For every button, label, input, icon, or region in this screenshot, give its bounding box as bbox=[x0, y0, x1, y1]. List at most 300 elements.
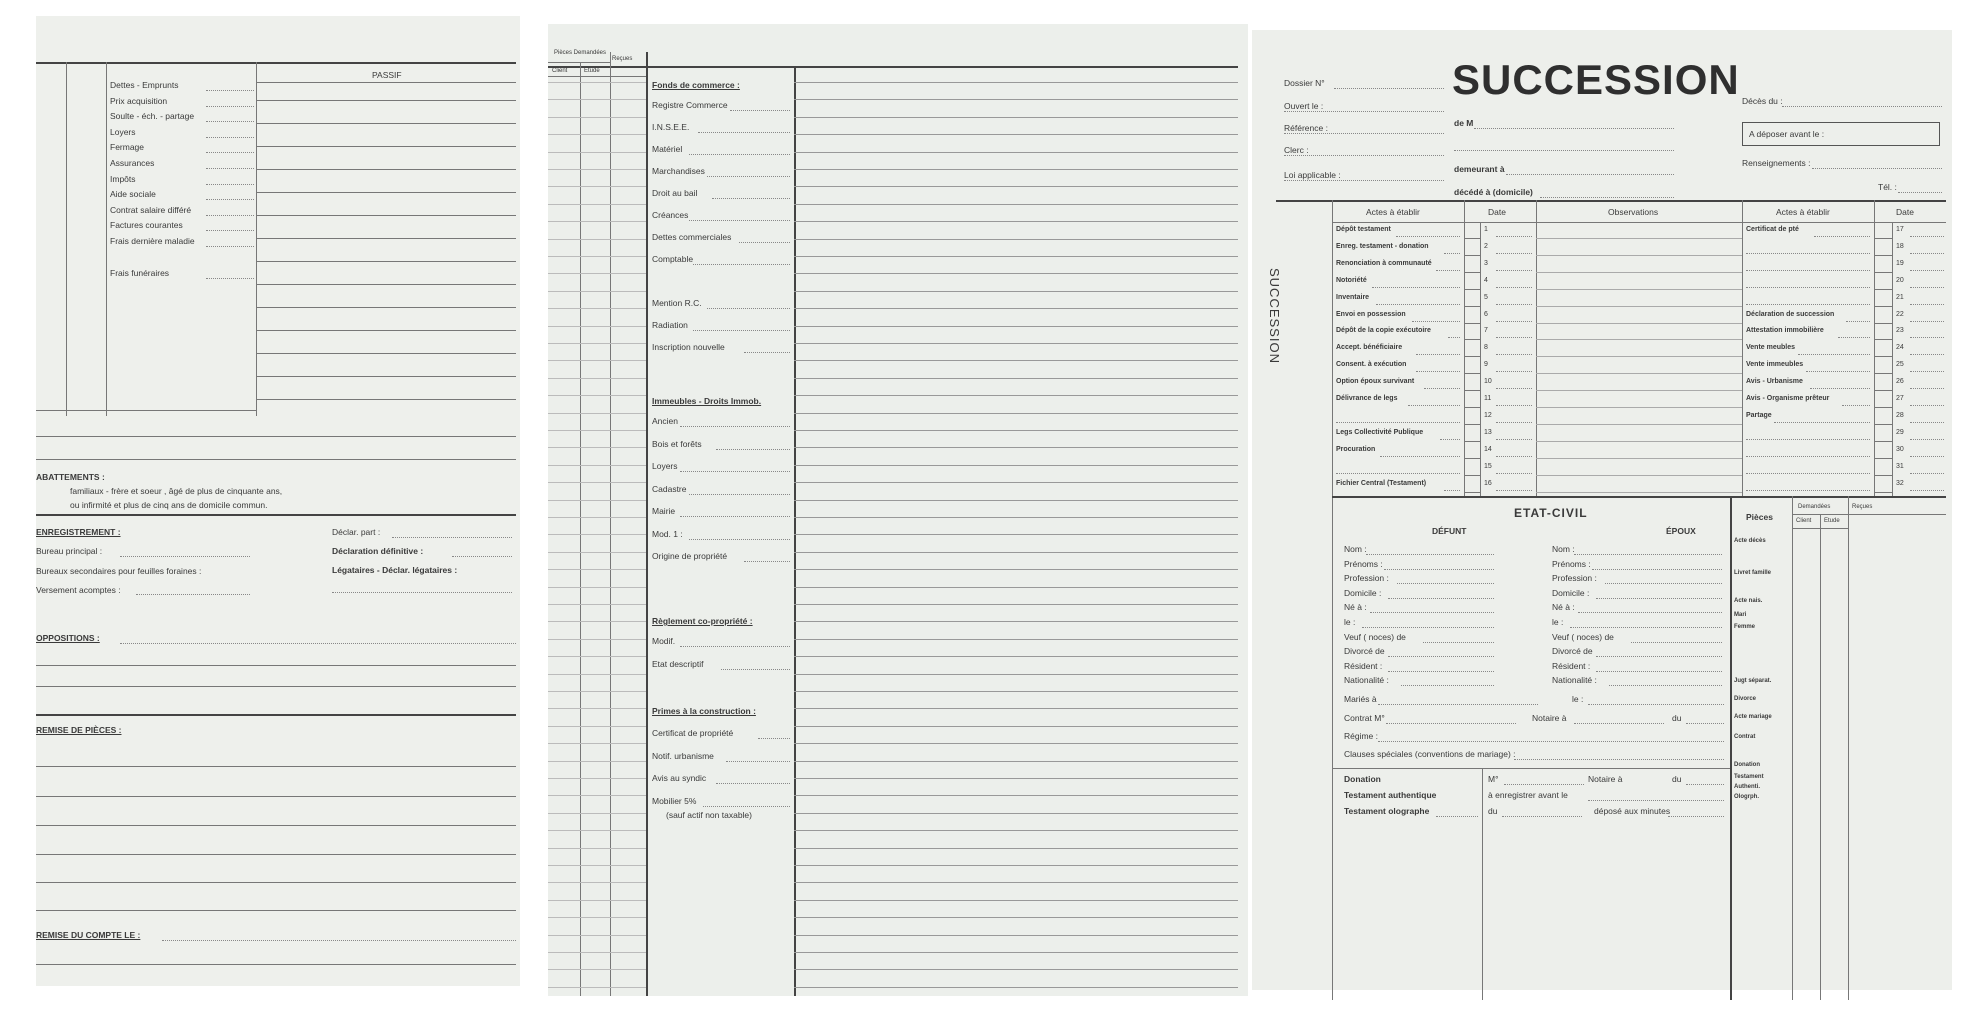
fill-line[interactable] bbox=[1502, 816, 1582, 817]
fill-line[interactable] bbox=[1596, 671, 1722, 672]
fill-line[interactable] bbox=[1574, 723, 1664, 724]
piece-row-rule bbox=[548, 726, 646, 727]
piece-row-rule bbox=[548, 882, 646, 883]
detail-row-rule bbox=[794, 952, 1238, 953]
check-rule bbox=[1874, 238, 1892, 239]
remise-compte-title: REMISE DU COMPTE LE : bbox=[36, 930, 141, 940]
fill-line[interactable] bbox=[1810, 388, 1870, 389]
obs-rule bbox=[1536, 407, 1742, 408]
fill-line[interactable] bbox=[1842, 405, 1870, 406]
fill-line[interactable] bbox=[1496, 473, 1532, 474]
fill-line[interactable] bbox=[716, 783, 790, 784]
obs-rule bbox=[1536, 289, 1742, 290]
fill-line[interactable] bbox=[1746, 439, 1870, 440]
pieces-demandees-header: Pièces Demandées bbox=[553, 50, 607, 56]
fill-line[interactable] bbox=[689, 539, 790, 540]
fill-line[interactable] bbox=[1910, 337, 1944, 338]
col-line bbox=[66, 62, 67, 416]
etude-header: Etude bbox=[1824, 518, 1840, 524]
passif-item-label: Contrat salaire différé bbox=[110, 204, 192, 215]
fill-line[interactable] bbox=[120, 556, 250, 557]
acte-right-number: 24 bbox=[1896, 344, 1904, 352]
fill-line[interactable] bbox=[1605, 583, 1722, 584]
middle-panel bbox=[548, 24, 1248, 996]
fill-line[interactable] bbox=[1496, 422, 1532, 423]
fill-line[interactable] bbox=[680, 646, 790, 647]
observations-header: Observations bbox=[1608, 207, 1659, 217]
fill-line[interactable] bbox=[1376, 304, 1460, 305]
acte-left-label: Envoi en possession bbox=[1336, 310, 1406, 318]
fill-line[interactable] bbox=[1388, 671, 1494, 672]
fill-line[interactable] bbox=[1746, 473, 1870, 474]
fill-line[interactable] bbox=[1496, 490, 1532, 491]
fill-line[interactable] bbox=[1686, 784, 1724, 785]
item-label: Droit au bail bbox=[652, 188, 698, 198]
rule bbox=[36, 825, 516, 826]
fill-line[interactable] bbox=[744, 561, 790, 562]
fill-line[interactable] bbox=[1631, 642, 1722, 643]
fill-line[interactable] bbox=[1746, 490, 1870, 491]
top-rule bbox=[548, 66, 1238, 68]
piece-row-rule bbox=[548, 117, 646, 118]
fill-line[interactable] bbox=[206, 90, 254, 91]
fill-line[interactable] bbox=[1397, 583, 1494, 584]
acte-right-label: Attestation immobilière bbox=[1746, 327, 1824, 335]
fill-line[interactable] bbox=[1910, 321, 1944, 322]
fill-line[interactable] bbox=[136, 594, 250, 595]
acte-left-label: Dépôt de la copie exécutoire bbox=[1336, 327, 1431, 335]
page-title: SUCCESSION bbox=[1452, 56, 1740, 103]
fill-line[interactable] bbox=[703, 806, 790, 807]
fill-line[interactable] bbox=[452, 556, 512, 557]
detail-row-rule bbox=[794, 987, 1238, 988]
check-rule bbox=[1464, 492, 1480, 493]
pieces-header: Pièces bbox=[1746, 512, 1773, 522]
fill-line[interactable] bbox=[1440, 439, 1460, 440]
item-label: Registre Commerce bbox=[652, 100, 728, 110]
fill-line[interactable] bbox=[206, 137, 254, 138]
defunt-field-label: le : bbox=[1344, 617, 1356, 627]
fill-line[interactable] bbox=[1910, 439, 1944, 440]
fill-line[interactable] bbox=[1380, 456, 1460, 457]
detail-row-rule bbox=[794, 378, 1238, 379]
check-rule bbox=[1464, 323, 1480, 324]
piece-row-rule bbox=[548, 378, 646, 379]
fill-line[interactable] bbox=[1362, 627, 1494, 628]
item-label: Dettes commerciales bbox=[652, 232, 732, 242]
fill-line[interactable] bbox=[1284, 155, 1444, 156]
fill-line[interactable] bbox=[206, 278, 254, 279]
abattements-line1: familiaux - frère et soeur , âgé de plus de cinquante ans, bbox=[70, 486, 283, 496]
fill-line[interactable] bbox=[1782, 106, 1942, 107]
maries-label: Mariés à bbox=[1344, 694, 1377, 704]
acte-left-label: Fichier Central (Testament) bbox=[1336, 479, 1427, 487]
fill-line[interactable] bbox=[1910, 456, 1944, 457]
fill-line[interactable] bbox=[332, 592, 512, 593]
acte-left-label: Délivrance de legs bbox=[1336, 395, 1398, 402]
fill-line[interactable] bbox=[1746, 456, 1870, 457]
fill-line[interactable] bbox=[680, 471, 790, 472]
fill-line[interactable] bbox=[1514, 759, 1724, 760]
detail-row-rule bbox=[794, 326, 1238, 327]
passif-row-rule bbox=[256, 261, 516, 262]
fill-line[interactable] bbox=[1336, 422, 1460, 423]
acte-left-label: Dépôt testament bbox=[1336, 226, 1391, 233]
fill-line[interactable] bbox=[739, 242, 790, 243]
fill-line[interactable] bbox=[1746, 304, 1870, 305]
acte-right-number: 27 bbox=[1896, 395, 1904, 402]
piece-row-rule bbox=[548, 708, 646, 709]
fill-line[interactable] bbox=[1436, 816, 1478, 817]
detail-row-rule bbox=[794, 761, 1238, 762]
item-label: Créances bbox=[652, 210, 689, 220]
fill-line[interactable] bbox=[716, 449, 790, 450]
fill-line[interactable] bbox=[726, 761, 790, 762]
section-title: Fonds de commerce : bbox=[652, 80, 740, 90]
fill-line[interactable] bbox=[1496, 321, 1532, 322]
fill-line[interactable] bbox=[698, 132, 790, 133]
fill-line[interactable] bbox=[680, 516, 790, 517]
fill-line[interactable] bbox=[1814, 236, 1870, 237]
fill-line[interactable] bbox=[1588, 800, 1724, 801]
fill-line[interactable] bbox=[206, 106, 254, 107]
acte-right-number: 29 bbox=[1896, 428, 1904, 436]
detail-row-rule bbox=[794, 569, 1238, 570]
passif-bottom bbox=[36, 410, 256, 411]
check-rule bbox=[1464, 356, 1480, 357]
fill-line[interactable] bbox=[1496, 304, 1532, 305]
fill-line[interactable] bbox=[1578, 612, 1722, 613]
fill-line[interactable] bbox=[1423, 642, 1494, 643]
fill-line[interactable] bbox=[1496, 337, 1532, 338]
fill-line[interactable] bbox=[1774, 422, 1870, 423]
col-line bbox=[1820, 514, 1821, 1000]
detail-row-rule bbox=[794, 778, 1238, 779]
fill-line[interactable] bbox=[1496, 439, 1532, 440]
epoux-field-label: Nom : bbox=[1552, 544, 1575, 554]
piece-item-label: Donation bbox=[1734, 762, 1760, 768]
epoux-field-label: Profession : bbox=[1552, 573, 1597, 584]
epoux-field-label: Nationalité : bbox=[1552, 675, 1597, 686]
fill-line[interactable] bbox=[1596, 598, 1722, 599]
detail-row-rule bbox=[794, 691, 1238, 692]
top-rule bbox=[36, 62, 516, 64]
fill-line[interactable] bbox=[1506, 174, 1674, 175]
item-label: Avis au syndic bbox=[652, 773, 707, 783]
fill-line[interactable] bbox=[1609, 685, 1722, 686]
detail-row-rule bbox=[794, 917, 1238, 918]
check-rule bbox=[1874, 356, 1892, 357]
fill-line[interactable] bbox=[1474, 128, 1674, 129]
loi-label: Loi applicable : bbox=[1284, 170, 1341, 180]
fill-line[interactable] bbox=[1372, 287, 1460, 288]
piece-row-rule bbox=[548, 134, 646, 135]
fill-line[interactable] bbox=[1806, 371, 1870, 372]
piece-row-rule bbox=[548, 952, 646, 953]
col-line bbox=[1742, 200, 1743, 496]
fill-line[interactable] bbox=[1910, 236, 1944, 237]
item-label: Ancien bbox=[652, 416, 678, 426]
piece-row-rule bbox=[548, 987, 646, 988]
fill-line[interactable] bbox=[1370, 612, 1494, 613]
fill-line[interactable] bbox=[1898, 192, 1942, 193]
detail-row-rule bbox=[794, 204, 1238, 205]
fill-line[interactable] bbox=[1284, 180, 1444, 181]
check-rule bbox=[1874, 390, 1892, 391]
fill-line[interactable] bbox=[1496, 287, 1532, 288]
fill-line[interactable] bbox=[693, 330, 790, 331]
fill-line[interactable] bbox=[1496, 371, 1532, 372]
acte-right-number: 20 bbox=[1896, 276, 1904, 284]
col-line bbox=[646, 52, 648, 996]
renseignements-label: Renseignements : bbox=[1742, 158, 1811, 168]
fill-line[interactable] bbox=[1388, 598, 1494, 599]
right-panel bbox=[1252, 30, 1952, 990]
fill-line[interactable] bbox=[1798, 354, 1870, 355]
actes-header-left: Actes à établir bbox=[1366, 207, 1420, 217]
fill-line[interactable] bbox=[1408, 405, 1460, 406]
fill-line[interactable] bbox=[1746, 287, 1870, 288]
detail-row-rule bbox=[794, 239, 1238, 240]
fill-line[interactable] bbox=[1910, 270, 1944, 271]
detail-row-rule bbox=[794, 308, 1238, 309]
fill-line[interactable] bbox=[1746, 270, 1870, 271]
fill-line[interactable] bbox=[689, 154, 790, 155]
fill-line[interactable] bbox=[1496, 388, 1532, 389]
fill-line[interactable] bbox=[1334, 88, 1444, 89]
item-label: Mention R.C. bbox=[652, 298, 702, 308]
fill-line[interactable] bbox=[392, 537, 512, 538]
decede-label: décédé à (domicile) bbox=[1454, 187, 1533, 197]
passif-row-rule bbox=[256, 238, 516, 239]
piece-row-rule bbox=[548, 430, 646, 431]
section-rule bbox=[1276, 200, 1946, 202]
fill-line[interactable] bbox=[1496, 253, 1532, 254]
item-label: Notif. urbanisme bbox=[652, 750, 714, 761]
check-rule bbox=[1874, 255, 1892, 256]
fill-line[interactable] bbox=[1910, 354, 1944, 355]
fill-line[interactable] bbox=[730, 110, 790, 111]
fill-line[interactable] bbox=[758, 738, 790, 739]
enregistrement-title: ENREGISTREMENT : bbox=[36, 527, 121, 537]
piece-item-label: Divorce bbox=[1734, 696, 1757, 702]
fill-line[interactable] bbox=[206, 168, 254, 169]
fill-line[interactable] bbox=[1496, 236, 1532, 237]
section-rule bbox=[1332, 496, 1946, 498]
defunt-field-label: Veuf ( noces) de bbox=[1344, 631, 1406, 642]
fill-line[interactable] bbox=[689, 220, 790, 221]
fill-line[interactable] bbox=[1812, 168, 1942, 169]
fill-line[interactable] bbox=[1504, 784, 1584, 785]
passif-item-label: Dettes - Emprunts bbox=[110, 80, 179, 90]
reference-label: Référence : bbox=[1284, 123, 1328, 133]
detail-row-rule bbox=[794, 117, 1238, 118]
fill-line[interactable] bbox=[1424, 388, 1460, 389]
fill-line[interactable] bbox=[689, 494, 790, 495]
fill-line[interactable] bbox=[1444, 490, 1460, 491]
fill-line[interactable] bbox=[120, 643, 516, 644]
detail-row-rule bbox=[794, 935, 1238, 936]
fill-line[interactable] bbox=[1416, 354, 1460, 355]
fill-line[interactable] bbox=[1846, 321, 1870, 322]
fill-line[interactable] bbox=[1910, 422, 1944, 423]
fill-line[interactable] bbox=[1910, 253, 1944, 254]
testament-authentique-label: Testament authentique bbox=[1344, 790, 1437, 800]
piece-row-rule bbox=[548, 482, 646, 483]
fill-line[interactable] bbox=[1570, 627, 1722, 628]
fill-line[interactable] bbox=[1540, 197, 1674, 198]
fill-line[interactable] bbox=[1596, 656, 1722, 657]
item-label: Marchandises bbox=[652, 166, 705, 176]
fill-line[interactable] bbox=[1746, 253, 1870, 254]
passif-item-label: Fermage bbox=[110, 142, 145, 153]
defunt-field-label: Nom : bbox=[1344, 544, 1367, 554]
abattements-title: ABATTEMENTS : bbox=[36, 472, 105, 482]
fill-line[interactable] bbox=[1444, 253, 1460, 254]
fill-line[interactable] bbox=[1838, 337, 1870, 338]
passif-item-label: Assurances bbox=[110, 158, 155, 168]
fill-line[interactable] bbox=[721, 669, 790, 670]
acte-left-label: Procuration bbox=[1336, 445, 1376, 453]
fill-line[interactable] bbox=[1336, 473, 1460, 474]
acte-right-label: Avis - Urbanisme bbox=[1746, 378, 1803, 386]
fill-line[interactable] bbox=[1668, 816, 1724, 817]
fill-line[interactable] bbox=[206, 199, 254, 200]
defunt-field-label: Prénoms : bbox=[1344, 558, 1383, 569]
head-rule bbox=[548, 76, 646, 77]
col-line bbox=[1792, 496, 1793, 1000]
item-label: Origine de propriété bbox=[652, 551, 728, 561]
fill-line[interactable] bbox=[1686, 723, 1724, 724]
fill-line[interactable] bbox=[206, 215, 254, 216]
fill-line[interactable] bbox=[1496, 270, 1532, 271]
fill-line[interactable] bbox=[1496, 405, 1532, 406]
fill-line[interactable] bbox=[1910, 405, 1944, 406]
fill-line[interactable] bbox=[206, 230, 254, 231]
fill-line[interactable] bbox=[744, 352, 790, 353]
clauses-label: Clauses spéciales (conventions de mariage) : bbox=[1344, 749, 1516, 759]
obs-rule bbox=[1536, 458, 1742, 459]
fill-line[interactable] bbox=[1910, 388, 1944, 389]
fill-line[interactable] bbox=[1910, 304, 1944, 305]
piece-row-rule bbox=[548, 291, 646, 292]
piece-row-rule bbox=[548, 587, 646, 588]
fill-line[interactable] bbox=[1284, 133, 1444, 134]
col-line bbox=[106, 62, 107, 416]
piece-row-rule bbox=[548, 761, 646, 762]
fill-line[interactable] bbox=[707, 176, 790, 177]
check-rule bbox=[1874, 272, 1892, 273]
fill-line[interactable] bbox=[712, 198, 790, 199]
acte-left-label: Accept. bénéficiaire bbox=[1336, 344, 1403, 352]
piece-row-rule bbox=[548, 82, 646, 83]
fill-line[interactable] bbox=[162, 940, 516, 941]
fill-line[interactable] bbox=[1496, 354, 1532, 355]
fill-line[interactable] bbox=[206, 184, 254, 185]
fill-line[interactable] bbox=[1454, 150, 1674, 151]
piece-row-rule bbox=[548, 169, 646, 170]
fill-line[interactable] bbox=[1401, 685, 1494, 686]
fill-line[interactable] bbox=[1378, 704, 1538, 705]
passif-row-rule bbox=[256, 169, 516, 170]
piece-row-rule bbox=[548, 273, 646, 274]
passif-row-rule bbox=[256, 399, 516, 400]
fill-line[interactable] bbox=[1386, 723, 1516, 724]
fill-line[interactable] bbox=[206, 121, 254, 122]
passif-row-rule bbox=[256, 123, 516, 124]
fill-line[interactable] bbox=[1910, 490, 1944, 491]
acte-right-number: 23 bbox=[1896, 327, 1904, 335]
section-title: Primes à la construction : bbox=[652, 706, 756, 716]
piece-row-rule bbox=[548, 99, 646, 100]
a-deposer-label: A déposer avant le : bbox=[1749, 129, 1825, 139]
defunt-header: DÉFUNT bbox=[1432, 526, 1467, 536]
fill-line[interactable] bbox=[1588, 704, 1724, 705]
fill-line[interactable] bbox=[1910, 473, 1944, 474]
obs-rule bbox=[1536, 492, 1742, 493]
legataires-label: Légataires - Déclar. légataires : bbox=[332, 565, 458, 575]
fill-line[interactable] bbox=[1378, 741, 1724, 742]
fill-line[interactable] bbox=[1384, 569, 1494, 570]
epoux-field-label: Résident : bbox=[1552, 660, 1591, 671]
detail-row-rule bbox=[794, 413, 1238, 414]
acte-left-label: Legs Collectivité Publique bbox=[1336, 428, 1424, 436]
fill-line[interactable] bbox=[1388, 656, 1494, 657]
piece-row-rule bbox=[548, 569, 646, 570]
acte-right-number: 32 bbox=[1896, 479, 1904, 487]
fill-line[interactable] bbox=[693, 264, 790, 265]
notaire-a-label: Notaire à bbox=[1532, 713, 1567, 723]
fill-line[interactable] bbox=[1910, 287, 1944, 288]
acte-left-number: 15 bbox=[1484, 462, 1492, 470]
fill-line[interactable] bbox=[1284, 111, 1444, 112]
fill-line[interactable] bbox=[1910, 371, 1944, 372]
detail-row-rule bbox=[794, 848, 1238, 849]
depose-label: déposé aux minutes bbox=[1594, 806, 1671, 816]
check-rule bbox=[1874, 424, 1892, 425]
acte-left-number: 8 bbox=[1484, 344, 1488, 352]
fill-line[interactable] bbox=[1412, 321, 1460, 322]
fill-line[interactable] bbox=[206, 152, 254, 153]
epoux-field-label: Divorcé de bbox=[1552, 646, 1593, 657]
item-label: Cadastre bbox=[652, 483, 687, 494]
piece-row-rule bbox=[548, 413, 646, 414]
acte-right-label: Vente immeubles bbox=[1746, 361, 1804, 369]
fill-line[interactable] bbox=[1496, 456, 1532, 457]
fill-line[interactable] bbox=[1592, 569, 1722, 570]
fill-line[interactable] bbox=[1574, 554, 1722, 555]
fill-line[interactable] bbox=[1396, 236, 1460, 237]
fill-line[interactable] bbox=[1448, 337, 1460, 338]
abattements-line2: ou infirmité et plus de cinq ans de domicile commun. bbox=[70, 500, 268, 510]
fill-line[interactable] bbox=[707, 308, 790, 309]
piece-item-label: Jugt séparat. bbox=[1734, 678, 1772, 684]
check-rule bbox=[1874, 407, 1892, 408]
detail-row-rule bbox=[794, 552, 1238, 553]
deposit-box[interactable] bbox=[1742, 122, 1940, 146]
piece-item-label: Livret famille bbox=[1734, 570, 1772, 576]
fill-line[interactable] bbox=[1436, 270, 1460, 271]
fill-line[interactable] bbox=[1366, 554, 1494, 555]
fill-line[interactable] bbox=[206, 246, 254, 247]
donation-label: Donation bbox=[1344, 774, 1381, 784]
recues-header: Reçues bbox=[1852, 504, 1873, 510]
fill-line[interactable] bbox=[680, 426, 790, 427]
de-m-label: de M bbox=[1454, 118, 1474, 128]
fill-line[interactable] bbox=[1416, 371, 1460, 372]
item-label: Comptable bbox=[652, 254, 694, 264]
detail-row-rule bbox=[794, 830, 1238, 831]
